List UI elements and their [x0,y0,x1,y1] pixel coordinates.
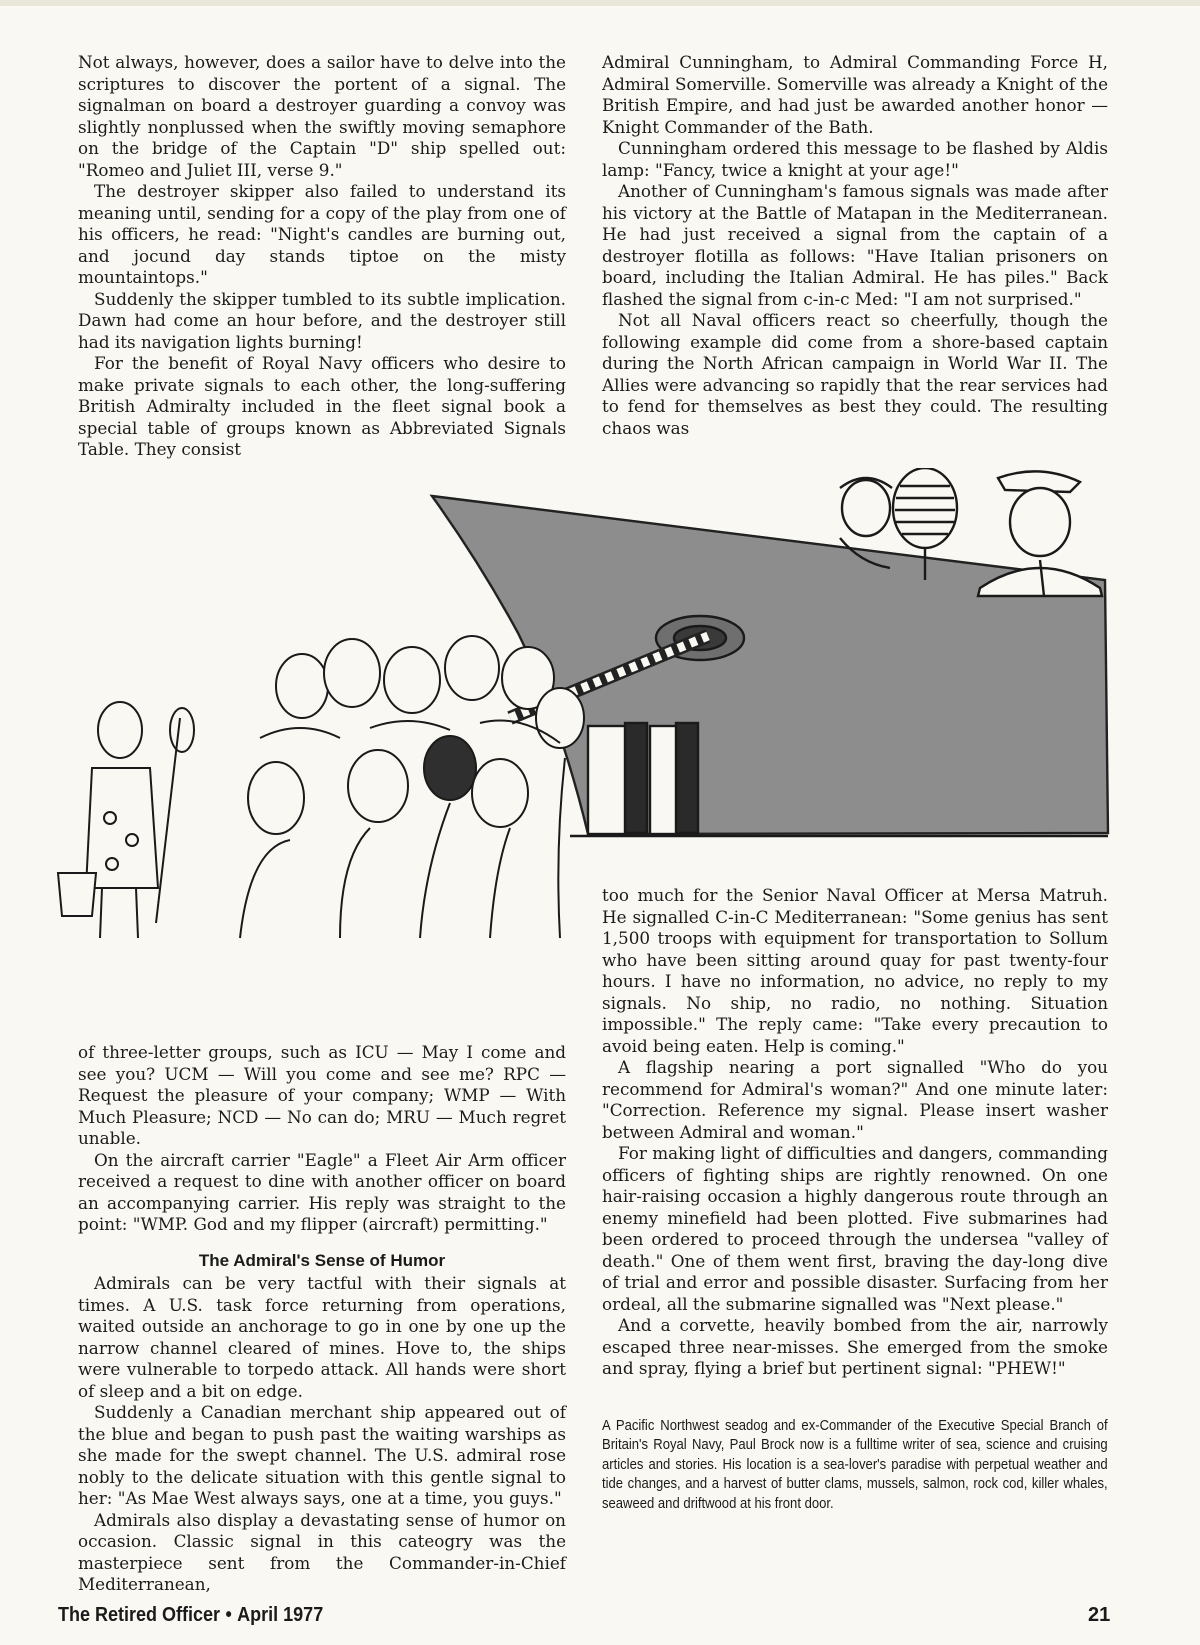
paragraph: too much for the Senior Naval Officer at Mersa Matruh. He signalled C-in-C Mediterranean: "Some genius has sent 1,500 troops with equipment for transportation to Sollum who have been sitting around quay for past twenty-four hours. I have no information, no advice, no reply to my signals. No ship, no radio, no nothing. Situation impossible." The reply came: "Take every precaution to avoid being eaten. Help is coming." [602,885,1108,1056]
paragraph: of three-letter groups, such as ICU — May I come and see you? UCM — Will you come and see me? RPC — Request the pleasure of your company; WMP — With Much Pleasure; NCD — No can do; MRU — Much regret unable. [78,1042,566,1148]
column-bottom-left [78,1042,566,1596]
paragraph: For the benefit of Royal Navy officers who desire to make private signals to each other, the long-suffering British Admiralty included in the fleet signal book a special table of groups known as Abbreviated Signals Table. They consist [78,353,566,459]
paragraph: The destroyer skipper also failed to understand its meaning until, sending for a copy of the play from one of his officers, he read: "Night's candles are burning out, and jocund day stands tiptoe on the misty mountaintops." [78,181,566,287]
paragraph: Not all Naval officers react so cheerfully, though the following example did come from a shore-based captain during the North African campaign in World War II. The Allies were advancing so rapidly that the rear services had to fend for themselves as best they could. The resulting chaos was [602,310,1108,438]
paragraph: Admiral Cunningham, to Admiral Commanding Force H, Admiral Somerville. Somerville was already a Knight of the British Empire, and had just be awarded another honor — Knight Commander of the Bath. [602,52,1108,137]
paragraph: Not always, however, does a sailor have to delve into the scriptures to discover the portent of a signal. The signalman on board a destroyer guarding a convoy was slightly nonplussed when the swiftly moving semaphore on the bridge of the Captain "D" ship spelled out: "Romeo and Juliet III, verse 9." [78,52,566,180]
paragraph: Suddenly a Canadian merchant ship appeared out of the blue and began to push past the waiting warships as she made for the swept channel. The U.S. admiral rose nobly to the delicate situation with this gentle signal to her: "As Mae West always says, one at a time, you guys." [78,1402,566,1508]
page-number: 21 [1088,1604,1111,1626]
issue-date: April 1977 [237,1604,324,1626]
paragraph: Admirals also display a devastating sense of humor on occasion. Classic signal in this cateogry was the masterpiece sent from the Commander-in-Chief Mediterranean, [78,1509,566,1594]
crowd-of-women [240,636,584,938]
column-top-right [602,52,1108,439]
footer-publication-line [58,1604,323,1627]
cleaning-lady-figure [58,702,194,938]
section-subheading: The Admiral's Sense of Humor [198,1250,446,1270]
paragraph: And a corvette, heavily bombed from the air, narrowly escaped three near-misses. She emerged from the smoke and spray, flying a brief but pertinent signal: "PHEW!" [602,1315,1108,1378]
publication-name: The Retired Officer [58,1604,221,1626]
page-top-edge [0,0,1200,6]
paragraph: Admirals can be very tactful with their signals at times. A U.S. task force returning from operations, waited outside an anchorage to go in one by one up the narrow channel cleared of mines. Hove to, the ships were vulnerable to torpedo attack. All hands were short of sleep and a bit on edge. [78,1273,566,1401]
bullet-separator: • [225,1604,232,1626]
paragraph: Cunningham ordered this message to be flashed by Aldis lamp: "Fancy, twice a knight at your age!" [602,138,1108,180]
column-bottom-right [602,885,1108,1513]
paragraph: On the aircraft carrier "Eagle" a Fleet Air Arm officer received a request to dine with another officer on board an accompanying carrier. His reply was straight to the point: "WMP. God and my flipper (aircraft) permitting." [78,1149,566,1234]
column-top-left [78,52,566,461]
paragraph: For making light of difficulties and dangers, commanding officers of fighting ships are rightly renowned. On one hair-raising occasion a highly dangerous route through an enemy minefield had been plotted. Five submarines had been ordered to proceed through the undersea "valley of death." One of them went first, braving the day-long dive of trial and error and possible disaster. Surfacing from her ordeal, all the submarine signalled was "Next please." [602,1143,1108,1314]
paragraph: Another of Cunningham's famous signals was made after his victory at the Battle of Matapan in the Mediterranean. He had just received a signal from the captain of a destroyer flotilla as follows: "Have Italian prisoners on board, including the Italian Admiral. He has piles." Back flashed the signal from c-in-c Med: "I am not surprised." [602,181,1108,309]
paragraph: A flagship nearing a port signalled "Who do you recommend for Admiral's woman?" And one minute later: "Correction. Reference my signal. Please insert washer between Admiral and woman." [602,1057,1108,1142]
paragraph: Suddenly the skipper tumbled to its subtle implication. Dawn had come an hour before, and the destroyer still had its navigation lights burning! [78,288,566,352]
author-bio: A Pacific Northwest seadog and ex-Commander of the Executive Special Branch of Britain's Royal Navy, Paul Brock now is a fulltime writer of sea, science and cruising articles and stories. His location is a sea-lover's paradise with perpetual weather and tide changes, and a harvest of butter clams, mussels, salmon, rock cod, killer whales, seaweed and driftwood at his front door. [602,1416,1108,1512]
officer-figure [978,471,1102,596]
